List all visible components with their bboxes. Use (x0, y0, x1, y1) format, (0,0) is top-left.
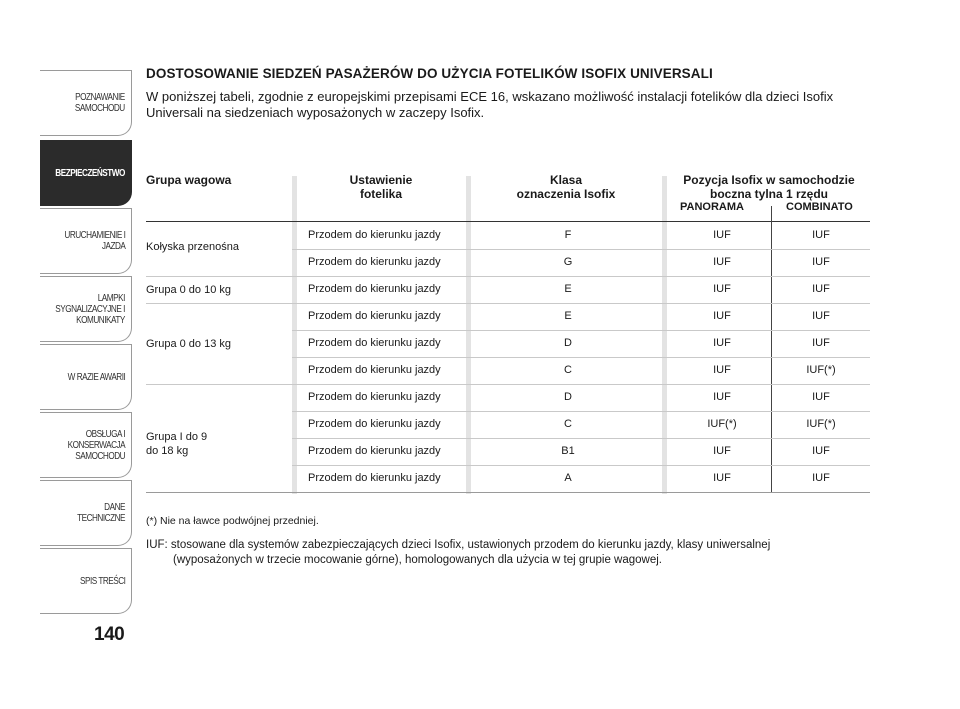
tab-w-razie-awarii[interactable] (40, 344, 132, 410)
class-cell: C (564, 418, 572, 430)
orientation-cell: Przodem do kierunku jazdy (308, 229, 441, 241)
class-cell: F (564, 229, 572, 241)
intro-paragraph: W poniższej tabeli, zgodnie z europejskimi przepisami ECE 16, wskazano możliwość instalacji fotelików dla dzieci Isofix Universali na siedzeniach wyposażonych w zaczepy Isofix. (146, 89, 834, 120)
combinato-cell: IUF(*) (806, 364, 836, 376)
class-cell: B1 (561, 445, 575, 457)
combinato-cell: IUF(*) (806, 418, 836, 430)
header-panorama: PANORAMA (680, 201, 744, 213)
tab-dane-techniczne[interactable] (40, 480, 132, 546)
panorama-cell: IUF (713, 472, 731, 484)
tab-bezpieczenstwo[interactable] (40, 140, 132, 206)
panorama-cell: IUF(*) (707, 418, 737, 430)
header-orientation: Ustawienie fotelika (349, 173, 413, 201)
footnote: (*) Nie na ławce podwójnej przedniej. (146, 515, 319, 527)
tab-label: URUCHAMIENIE I JAZDA (63, 230, 125, 252)
panorama-cell: IUF (713, 310, 731, 322)
header-group: Grupa wagowa (146, 173, 232, 187)
panorama-cell: IUF (713, 256, 731, 268)
combinato-cell: IUF (812, 337, 830, 349)
class-cell: E (564, 310, 572, 322)
panorama-cell: IUF (713, 337, 731, 349)
class-cell: E (564, 283, 572, 295)
class-cell: C (564, 364, 572, 376)
tab-label: SPIS TREŚCI (79, 575, 125, 587)
tab-lampki-sygnalizacyjne[interactable] (40, 276, 132, 342)
tab-label: OBSŁUGA I KONSERWACJA SAMOCHODU (67, 428, 125, 462)
panorama-cell: IUF (713, 364, 731, 376)
legend-line: IUF: stosowane dla systemów zabezpieczających dzieci Isofix, ustawionych przodem do kierunku jazdy, klasy uniwersalnej (146, 539, 771, 551)
group-label: Grupa 0 do 10 kg (146, 284, 232, 296)
panorama-cell: IUF (713, 391, 731, 403)
panorama-cell: IUF (713, 283, 731, 295)
tab-label: W RAZIE AWARII (67, 371, 125, 383)
orientation-cell: Przodem do kierunku jazdy (308, 472, 441, 484)
class-cell: G (563, 256, 573, 268)
panorama-cell: IUF (713, 229, 731, 241)
combinato-cell: IUF (812, 391, 830, 403)
class-cell: A (564, 472, 572, 484)
group-label: Kołyska przenośna (146, 241, 239, 253)
page-number: 140 (94, 624, 125, 645)
orientation-cell: Przodem do kierunku jazdy (308, 337, 441, 349)
combinato-cell: IUF (812, 283, 830, 295)
page-title: DOSTOSOWANIE SIEDZEŃ PASAŻERÓW DO UŻYCIA FOTELIKÓW ISOFIX UNIVERSALI (146, 66, 713, 81)
combinato-cell: IUF (812, 472, 830, 484)
tab-label: BEZPIECZEŃSTWO (55, 167, 125, 179)
panorama-cell: IUF (713, 445, 731, 457)
orientation-cell: Przodem do kierunku jazdy (308, 310, 441, 322)
orientation-cell: Przodem do kierunku jazdy (308, 445, 441, 457)
orientation-cell: Przodem do kierunku jazdy (308, 283, 441, 295)
tab-label: DANE TECHNICZNE (77, 502, 125, 524)
header-class: Klasa oznaczenia Isofix (516, 173, 616, 201)
group-label: Grupa 0 do 13 kg (146, 338, 232, 350)
legend-line-continued: (wyposażonych w trzecie mocowanie górne), homologowanych dla użycia w tej grupie wagowej. (173, 554, 662, 566)
combinato-cell: IUF (812, 229, 830, 241)
tab-obsluga-i-konserwacja[interactable] (40, 412, 132, 478)
document-header (146, 66, 870, 121)
orientation-cell: Przodem do kierunku jazdy (308, 418, 441, 430)
tab-uruchamienie-i-jazda[interactable] (40, 208, 132, 274)
combinato-cell: IUF (812, 445, 830, 457)
tab-label: POZNAWANIE SAMOCHODU (75, 92, 125, 114)
tab-spis-tresci[interactable] (40, 548, 132, 614)
class-cell: D (564, 391, 572, 403)
orientation-cell: Przodem do kierunku jazdy (308, 256, 441, 268)
header-combinato: COMBINATO (786, 201, 853, 213)
orientation-cell: Przodem do kierunku jazdy (308, 364, 441, 376)
group-label: Grupa I do 9 do 18 kg (146, 431, 208, 457)
class-cell: D (564, 337, 572, 349)
tab-poznawanie-samochodu[interactable] (40, 70, 132, 136)
tab-label: LAMPKI SYGNALIZACYJNE I KOMUNIKATY (55, 292, 125, 326)
iuf-legend (146, 538, 866, 568)
orientation-cell: Przodem do kierunku jazdy (308, 391, 441, 403)
header-position: Pozycja Isofix w samochodzie boczna tylna 1 rzędu (683, 173, 855, 201)
combinato-cell: IUF (812, 310, 830, 322)
table-row (146, 276, 870, 304)
combinato-cell: IUF (812, 256, 830, 268)
